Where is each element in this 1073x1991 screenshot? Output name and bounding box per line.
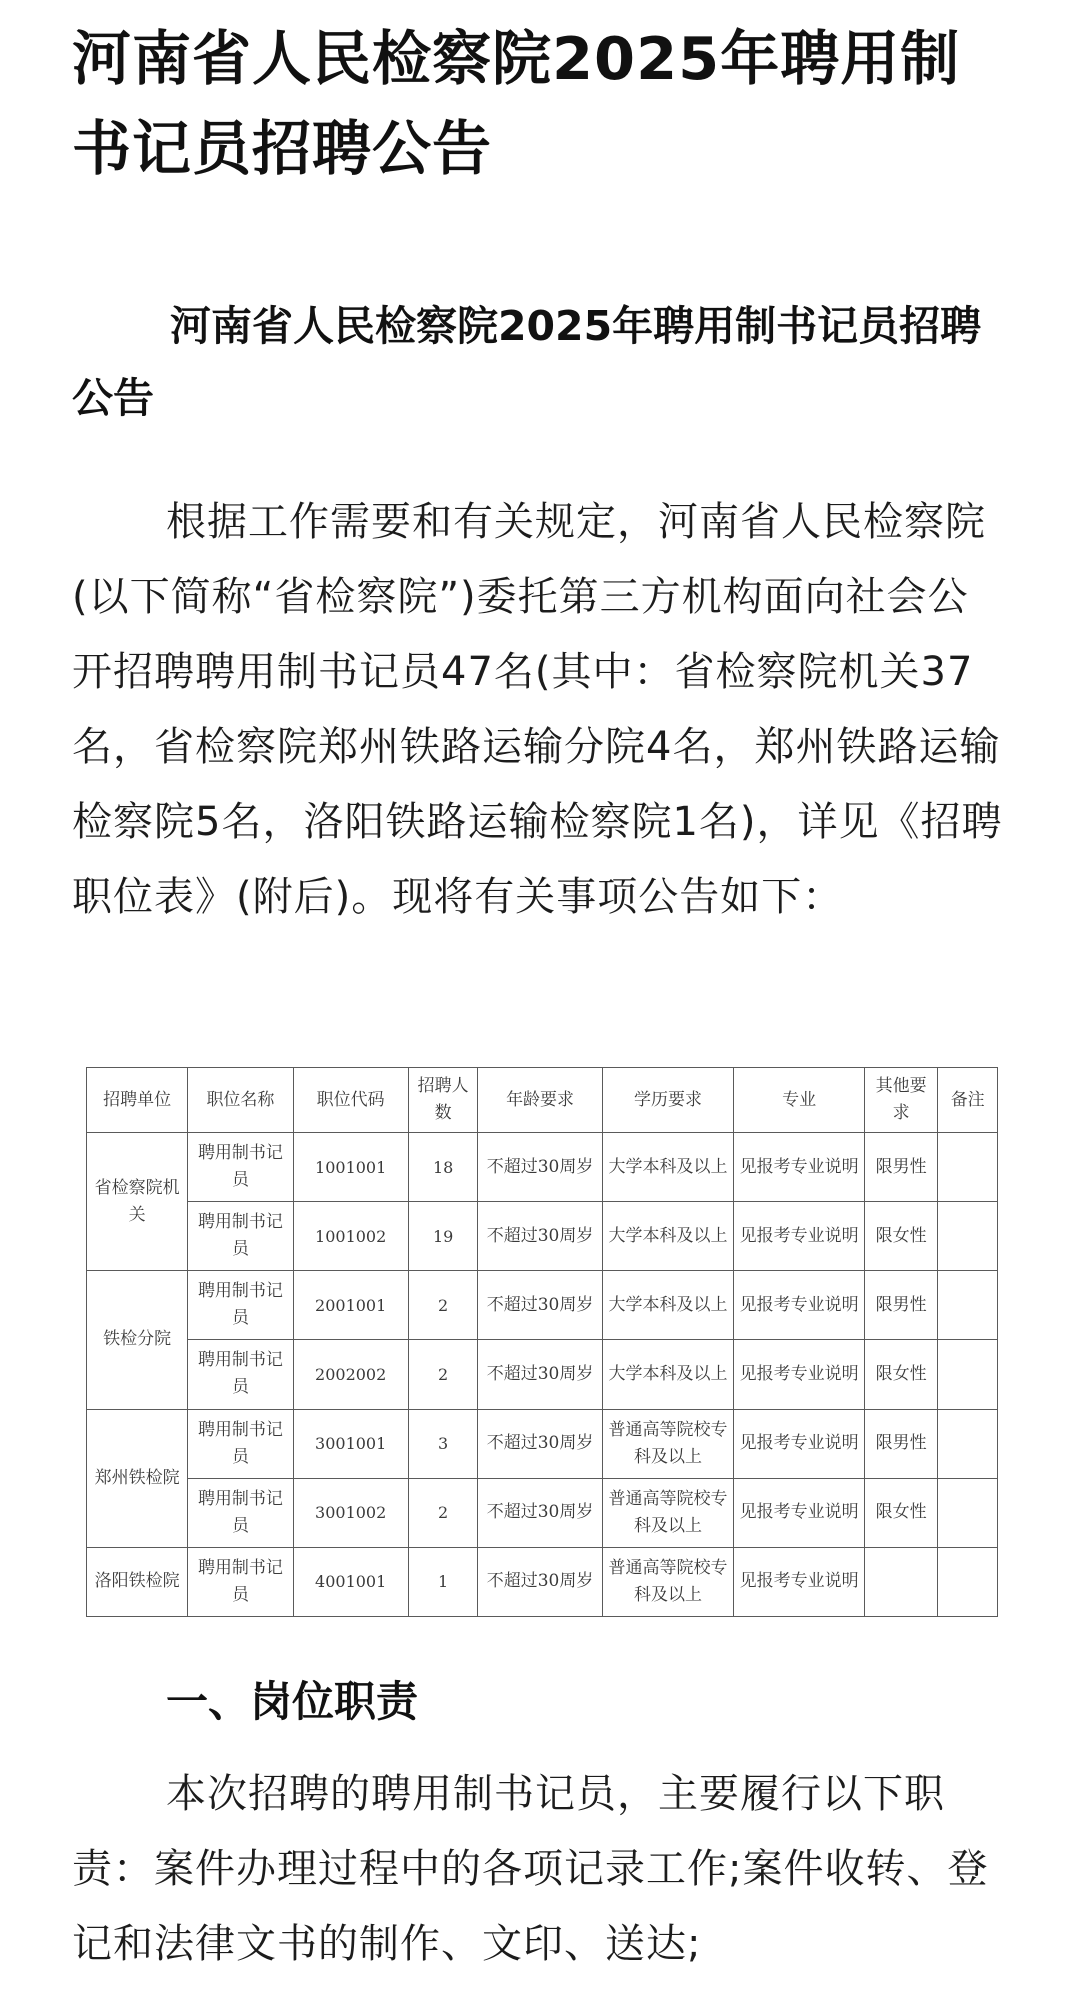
table-row [87, 1478, 998, 1547]
cell-position: 聘用制书记员 [188, 1202, 293, 1271]
cell-unit: 铁检分院 [87, 1271, 188, 1409]
table-header-row [87, 1068, 998, 1133]
header-code: 职位代码 [293, 1068, 408, 1133]
jobs-table [86, 1067, 998, 1617]
cell-note [938, 1271, 998, 1340]
cell-age: 不超过30周岁 [478, 1133, 602, 1202]
cell-education: 普通高等院校专科及以上 [602, 1478, 734, 1547]
header-education: 学历要求 [602, 1068, 734, 1133]
cell-age: 不超过30周岁 [478, 1340, 602, 1409]
cell-note [938, 1202, 998, 1271]
cell-education: 普通高等院校专科及以上 [602, 1409, 734, 1478]
table-row [87, 1202, 998, 1271]
cell-position: 聘用制书记员 [188, 1478, 293, 1547]
cell-other: 限女性 [864, 1202, 937, 1271]
cell-position: 聘用制书记员 [188, 1133, 293, 1202]
section-heading-duties: 一、岗位职责 [166, 1677, 419, 1726]
table-row [87, 1133, 998, 1202]
duties-paragraph: 本次招聘的聘用制书记员，主要履行以下职责：案件办理过程中的各项记录工作;案件收转、登记和法律文书的制作、文印、送达; [72, 1771, 989, 1967]
cell-count: 1 [408, 1547, 478, 1616]
cell-code: 2001001 [293, 1271, 408, 1340]
header-position: 职位名称 [188, 1068, 293, 1133]
cell-education: 大学本科及以上 [602, 1202, 734, 1271]
cell-count: 18 [408, 1133, 478, 1202]
table-row [87, 1271, 998, 1340]
table-row [87, 1340, 998, 1409]
header-other: 其他要求 [864, 1068, 937, 1133]
cell-age: 不超过30周岁 [478, 1547, 602, 1616]
cell-count: 2 [408, 1271, 478, 1340]
table-row [87, 1409, 998, 1478]
cell-code: 4001001 [293, 1547, 408, 1616]
recruitment-table-image [86, 1067, 998, 1617]
cell-unit: 洛阳铁检院 [87, 1547, 188, 1616]
table-row [87, 1547, 998, 1616]
cell-major: 见报考专业说明 [734, 1547, 865, 1616]
cell-code: 1001001 [293, 1133, 408, 1202]
cell-other [864, 1547, 937, 1616]
cell-other: 限男性 [864, 1133, 937, 1202]
cell-code: 3001001 [293, 1409, 408, 1478]
header-age: 年龄要求 [478, 1068, 602, 1133]
cell-education: 大学本科及以上 [602, 1133, 734, 1202]
notice-subtitle: 河南省人民检察院2025年聘用制书记员招聘公告 [72, 302, 982, 422]
cell-note [938, 1409, 998, 1478]
cell-position: 聘用制书记员 [188, 1340, 293, 1409]
cell-note [938, 1478, 998, 1547]
cell-count: 2 [408, 1340, 478, 1409]
header-major: 专业 [734, 1068, 865, 1133]
cell-major: 见报考专业说明 [734, 1202, 865, 1271]
cell-major: 见报考专业说明 [734, 1271, 865, 1340]
cell-position: 聘用制书记员 [188, 1271, 293, 1340]
cell-major: 见报考专业说明 [734, 1409, 865, 1478]
cell-education: 大学本科及以上 [602, 1340, 734, 1409]
cell-major: 见报考专业说明 [734, 1478, 865, 1547]
cell-count: 3 [408, 1409, 478, 1478]
cell-code: 1001002 [293, 1202, 408, 1271]
article-title: 河南省人民检察院2025年聘用制书记员招聘公告 [72, 24, 961, 183]
cell-unit: 省检察院机关 [87, 1133, 188, 1271]
cell-count: 19 [408, 1202, 478, 1271]
cell-unit: 郑州铁检院 [87, 1409, 188, 1547]
cell-age: 不超过30周岁 [478, 1271, 602, 1340]
intro-paragraph: 根据工作需要和有关规定，河南省人民检察院(以下简称“省检察院”)委托第三方机构面向社会公开招聘聘用制书记员47名(其中：省检察院机关37名，省检察院郑州铁路运输分院4名，郑州铁路运输检察院5名，洛阳铁路运输检察院1名)，详见《招聘职位表》(附后)。现将有关事项公告如下： [72, 499, 1003, 920]
cell-education: 大学本科及以上 [602, 1271, 734, 1340]
cell-age: 不超过30周岁 [478, 1202, 602, 1271]
cell-other: 限女性 [864, 1340, 937, 1409]
bottom-fade [0, 1968, 1073, 1991]
cell-code: 2002002 [293, 1340, 408, 1409]
cell-note [938, 1133, 998, 1202]
cell-major: 见报考专业说明 [734, 1133, 865, 1202]
header-unit: 招聘单位 [87, 1068, 188, 1133]
cell-other: 限男性 [864, 1271, 937, 1340]
cell-code: 3001002 [293, 1478, 408, 1547]
cell-count: 2 [408, 1478, 478, 1547]
cell-note [938, 1340, 998, 1409]
cell-other: 限男性 [864, 1409, 937, 1478]
cell-position: 聘用制书记员 [188, 1547, 293, 1616]
cell-age: 不超过30周岁 [478, 1409, 602, 1478]
cell-major: 见报考专业说明 [734, 1340, 865, 1409]
cell-other: 限女性 [864, 1478, 937, 1547]
cell-position: 聘用制书记员 [188, 1409, 293, 1478]
header-note: 备注 [938, 1068, 998, 1133]
cell-note [938, 1547, 998, 1616]
header-count: 招聘人数 [408, 1068, 478, 1133]
cell-education: 普通高等院校专科及以上 [602, 1547, 734, 1616]
cell-age: 不超过30周岁 [478, 1478, 602, 1547]
